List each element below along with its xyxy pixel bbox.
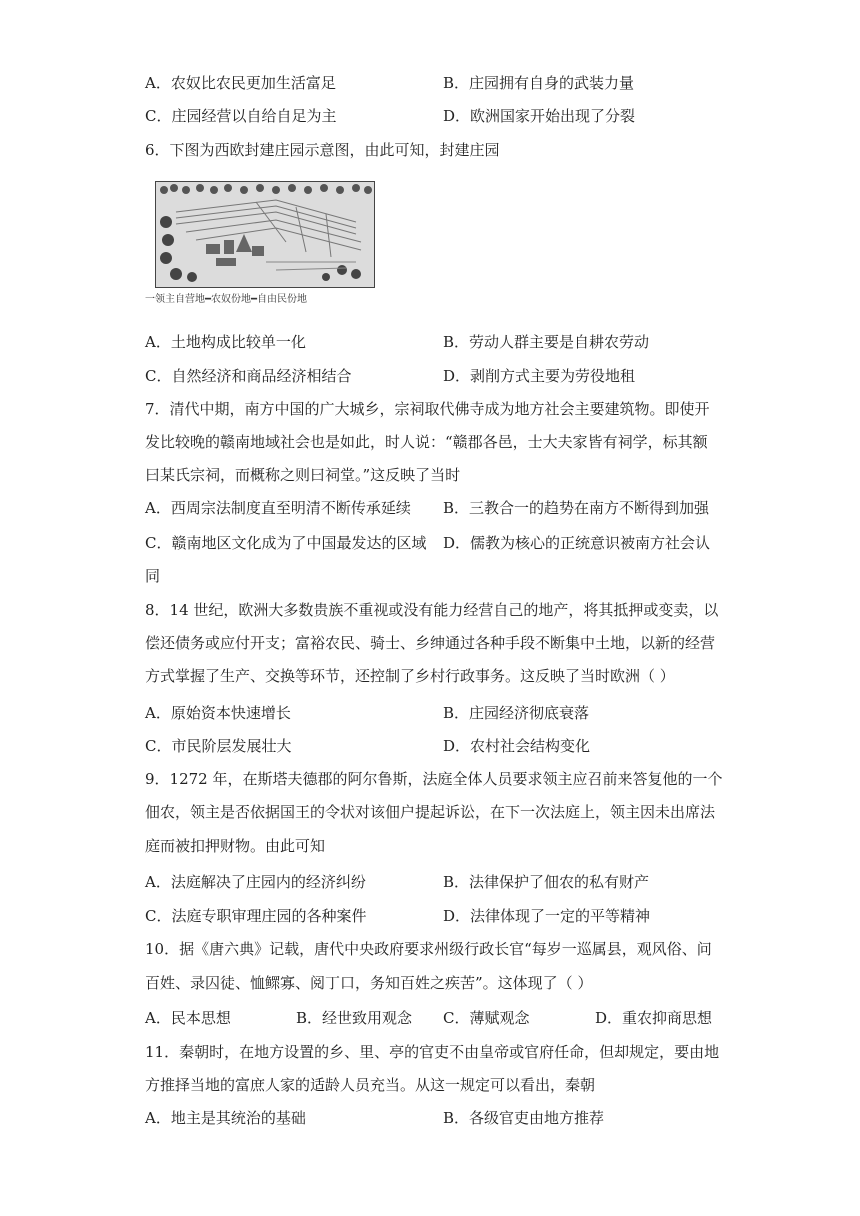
- q9-stem-line-3: 庭而被扣押财物。由此可知: [145, 837, 326, 855]
- q9-option-a: A．法庭解决了庄园内的经济纠纷: [145, 873, 366, 891]
- q8-option-a: A．原始资本快速增长: [145, 704, 291, 722]
- q10-option-c: C．薄赋观念: [443, 1009, 530, 1027]
- q6-option-c: C．自然经济和商品经济相结合: [145, 367, 352, 385]
- q8-option-c: C．市民阶层发展壮大: [145, 737, 292, 755]
- q7-stem-line-3: 曰某氏宗祠，而概称之则曰祠堂。”这反映了当时: [145, 466, 461, 484]
- q9-option-b: B．法律保护了佃农的私有财产: [443, 873, 650, 891]
- q11-option-b: B．各级官吏由地方推荐: [443, 1109, 605, 1127]
- q5-option-c: C．庄园经营以自给自足为主: [145, 107, 337, 125]
- q8-stem-line-1: 8．14 世纪，欧洲大多数贵族不重视或没有能力经营自己的地产，将其抵押或变卖，以: [145, 601, 719, 619]
- manor-diagram-caption: 一领主自营地━农奴份地━自由民份地: [145, 294, 308, 305]
- q10-option-b: B．经世致用观念: [296, 1009, 413, 1027]
- q10-option-d: D．重农抑商思想: [595, 1009, 713, 1027]
- q10-stem-line-1: 10．据《唐六典》记载，唐代中央政府要求州级行政长官“每岁一巡属县，观风俗、问: [145, 940, 712, 958]
- q11-stem-line-1: 11．秦朝时，在地方设置的乡、里、亭的官吏不由皇帝或官府任命，但却规定，要由地: [145, 1043, 720, 1061]
- manor-illustration: [156, 182, 374, 287]
- q10-option-a: A．民本思想: [145, 1009, 231, 1027]
- manor-diagram-image: [155, 181, 375, 288]
- q9-stem-line-2: 佃农，领主是否依据国王的令状对该佃户提起诉讼，在下一次法庭上，领主因未出席法: [145, 803, 716, 821]
- q7-option-b: B．三教合一的趋势在南方不断得到加强: [443, 499, 710, 517]
- q8-option-b: B．庄园经济彻底衰落: [443, 704, 590, 722]
- q7-option-d: D．儒教为核心的正统意识被南方社会认: [443, 534, 711, 552]
- q11-stem-line-2: 方推择当地的富庶人家的适龄人员充当。从这一规定可以看出，秦朝: [145, 1076, 596, 1094]
- q7-stem-line-1: 7．清代中期，南方中国的广大城乡，宗祠取代佛寺成为地方社会主要建筑物。即使开: [145, 400, 710, 418]
- q10-stem-line-2: 百姓、录囚徒、恤鳏寡、阅丁口，务知百姓之疾苦”。这体现了（ ）: [145, 974, 593, 992]
- q7-stem-line-2: 发比较晚的赣南地域社会也是如此，时人说：“赣郡各邑，士大夫家皆有祠学，标其额: [145, 433, 708, 451]
- q7-option-a: A．西周宗法制度直至明清不断传承延续: [145, 499, 411, 517]
- q6-option-d: D．剥削方式主要为劳役地租: [443, 367, 636, 385]
- q5-option-d: D．欧洲国家开始出现了分裂: [443, 107, 636, 125]
- q6-stem: 6．下图为西欧封建庄园示意图，由此可知，封建庄园: [145, 141, 500, 159]
- q6-option-b: B．劳动人群主要是自耕农劳动: [443, 333, 650, 351]
- q7-option-c: C．赣南地区文化成为了中国最发达的区域: [145, 534, 427, 552]
- q11-option-a: A．地主是其统治的基础: [145, 1109, 306, 1127]
- q9-option-d: D．法律体现了一定的平等精神: [443, 907, 651, 925]
- q9-stem-line-1: 9．1272 年，在斯塔夫德郡的阿尔鲁斯，法庭全体人员要求领主应召前来答复他的一个: [145, 770, 723, 788]
- q8-stem-line-3: 方式掌握了生产、交换等环节，还控制了乡村行政事务。这反映了当时欧洲（ ）: [145, 667, 675, 685]
- q5-option-b: B．庄园拥有自身的武装力量: [443, 74, 635, 92]
- q8-option-d: D．农村社会结构变化: [443, 737, 591, 755]
- q7-option-d-continued: 同: [145, 567, 161, 585]
- q5-option-a: A．农奴比农民更加生活富足: [145, 74, 336, 92]
- q9-option-c: C．法庭专职审理庄园的各种案件: [145, 907, 367, 925]
- q8-stem-line-2: 偿还债务或应付开支；富裕农民、骑士、乡绅通过各种手段不断集中土地，以新的经营: [145, 634, 716, 652]
- q6-option-a: A．土地构成比较单一化: [145, 333, 306, 351]
